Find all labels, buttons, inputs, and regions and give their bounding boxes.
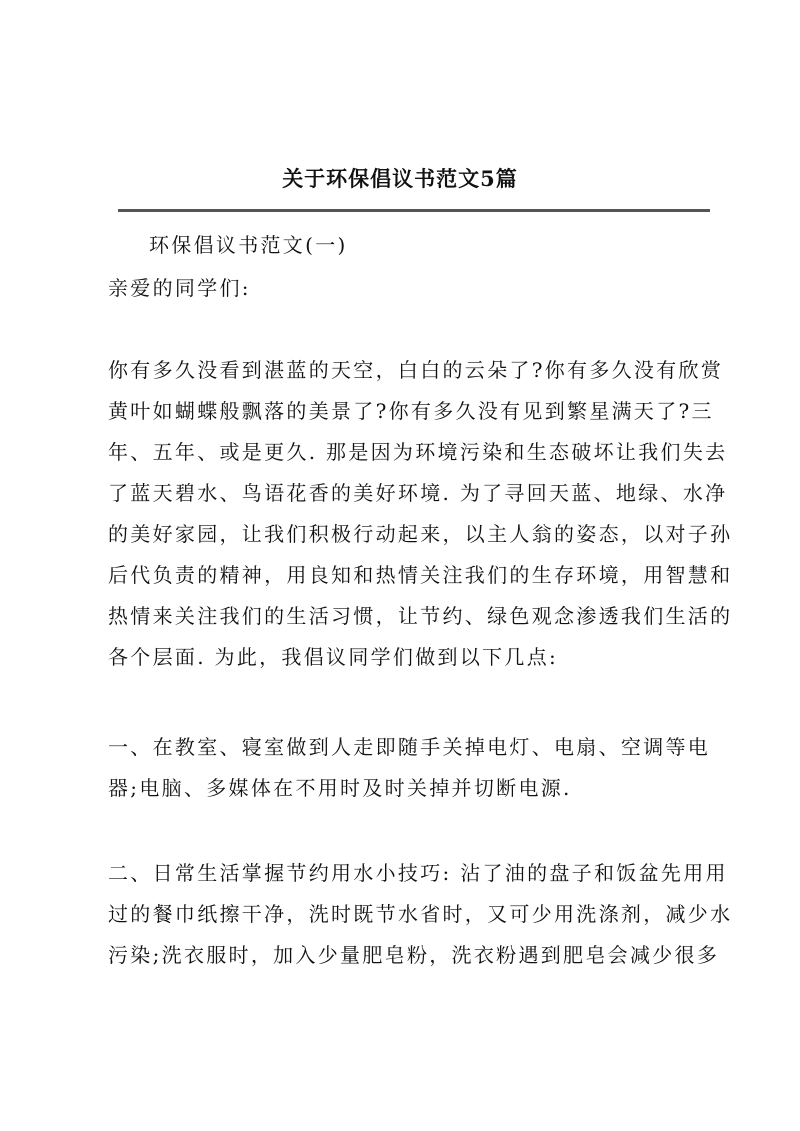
paragraph-line: 你有多久没看到湛蓝的天空，白白的云朵了?你有多久没有欣赏	[108, 358, 724, 382]
paragraph-line: 年、五年、或是更久. 那是因为环境污染和生态破坏让我们失去	[108, 440, 728, 464]
document-title: 关于环保倡议书范文5篇	[282, 166, 518, 191]
paragraph-line: 后代负责的精神，用良知和热情关注我们的生存环境，用智慧和	[108, 563, 733, 587]
paragraph-line: 污染;洗衣服时，加入少量肥皂粉，洗衣粉遇到肥皂会减少很多	[108, 943, 720, 967]
greeting-line: 亲爱的同学们:	[108, 276, 251, 300]
paragraph-line: 的美好家园，让我们积极行动起来，以主人翁的姿态，以对子孙	[108, 522, 733, 546]
paragraph-line: 一、在教室、寝室做到人走即随手关掉电灯、电扇、空调等电	[108, 735, 711, 759]
paragraph-line: 二、日常生活掌握节约用水小技巧: 沾了油的盘子和饭盆先用用	[108, 861, 728, 885]
paragraph-line: 器;电脑、多媒体在不用时及时关掉并切断电源.	[108, 776, 572, 800]
paragraph-line: 过的餐巾纸擦干净，洗时既节水省时，又可少用洗涤剂，减少水	[108, 902, 733, 926]
title-divider	[118, 209, 710, 212]
paragraph-line: 黄叶如蝴蝶般飘落的美景了?你有多久没有见到繁星满天了?三	[108, 399, 714, 423]
paragraph-line: 各个层面. 为此，我倡议同学们做到以下几点:	[108, 645, 559, 669]
section-heading: 环保倡议书范文(一)	[149, 233, 348, 257]
paragraph-line: 热情来关注我们的生活习惯，让节约、绿色观念渗透我们生活的	[108, 604, 733, 628]
paragraph-line: 了蓝天碧水、鸟语花香的美好环境. 为了寻回天蓝、地绿、水净	[108, 481, 728, 505]
